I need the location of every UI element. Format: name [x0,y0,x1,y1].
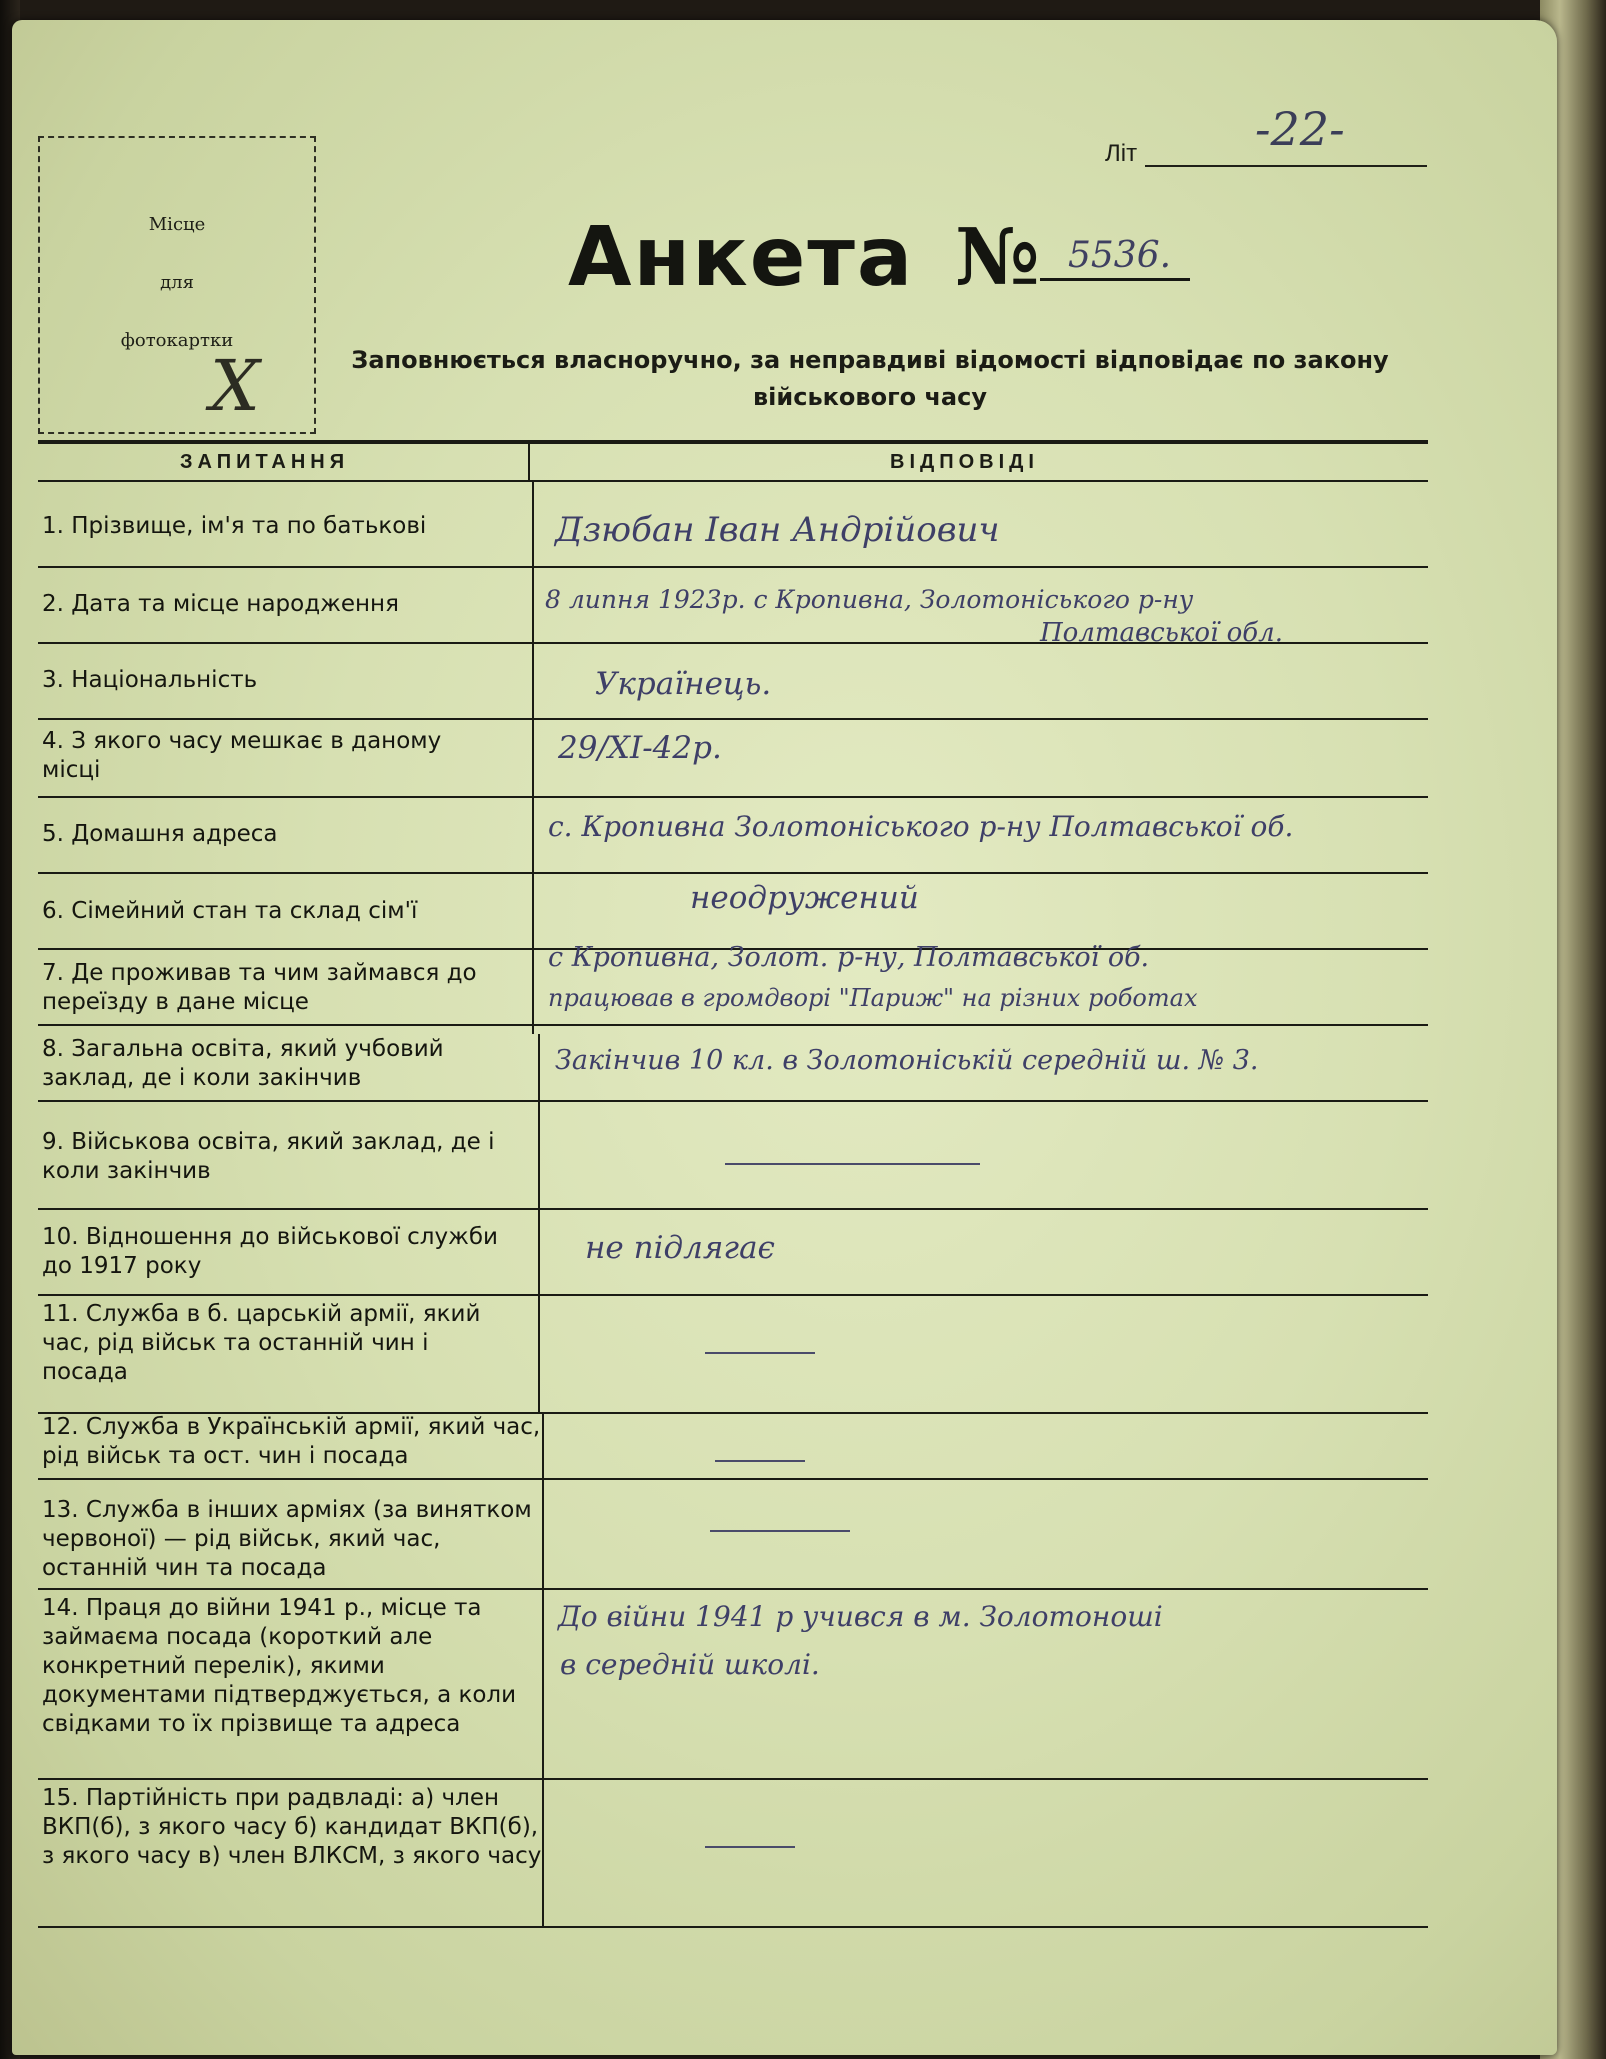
answer-12-dash [715,1460,805,1462]
photo-label-line1: Місце [148,214,206,235]
row-divider [38,1100,1428,1102]
question-11: 11. Служба в б. царській армії, який час, рід військ та останній чин і посада [42,1301,481,1385]
answer-13-dash [710,1530,850,1532]
answer-14-line1: До війни 1941 р учився в м. Золотоноші [558,1600,1163,1633]
photo-label-line3: фотокартки [120,330,234,351]
question-4: 4. З якого часу мешкає в даному місці [42,728,442,783]
answer-14-line2: в середній школі. [560,1648,820,1681]
answer-11-dash [705,1352,815,1354]
column-header-questions: ЗАПИТАННЯ [180,451,350,473]
question-7: 7. Де проживав та чим займався до переїзду в дане місце [42,960,477,1015]
answer-9-dash [725,1163,980,1165]
number-underline [1040,278,1190,281]
column-header-answers: ВІДПОВІДІ [890,451,1039,473]
question-5: 5. Домашня адреса [42,821,278,847]
answer-15-dash [705,1846,795,1848]
answer-3: Українець. [595,666,772,702]
row-divider [38,1294,1428,1296]
answer-2-line2: Полтавської обл. [1040,618,1283,648]
lit-label: Літ [1105,140,1138,167]
header-bottom-border [38,480,1428,482]
photo-placeholder-box [38,136,316,434]
lit-underline [1145,165,1427,167]
answer-5: с. Кропивна Золотоніського р-ну Полтавської об. [548,810,1294,843]
form-number: 5536. [1068,235,1172,276]
form-subtitle [330,342,1410,416]
answer-8: Закінчив 10 кл. в Золотоніській середній ш. № 3. [555,1045,1259,1076]
row-divider [38,1778,1428,1780]
question-13: 13. Служба в інших арміях (за винятком червоної) — рід військ, який час, останній чин та посада [42,1497,532,1581]
row-divider [38,796,1428,798]
question-12: 12. Служба в Українській армії, який час, рід військ та ост. чин і посада [42,1414,541,1469]
question-2: 2. Дата та місце народження [42,591,399,617]
answer-7-line2: працював в громдворі "Париж" на різних роботах [548,984,1198,1012]
question-3: 3. Національність [42,667,258,693]
question-1: 1. Прізвище, ім'я та по батькові [42,513,427,539]
answer-6: неодружений [690,880,919,916]
column-divider [538,1034,540,1414]
row-divider [38,1024,1428,1026]
question-14: 14. Праця до війни 1941 р., місце та займаєма посада (короткий але конкретний перелік), якими документами підтверджується, а коли свідками то їх прізвище та адреса [42,1595,517,1737]
answer-10: не підлягає [585,1230,775,1266]
row-divider [38,872,1428,874]
lit-value: -22- [1255,102,1345,156]
row-divider [38,1588,1428,1590]
column-divider [532,482,534,1034]
table-bottom-border [38,1926,1428,1928]
answer-7-line1: с Кропивна, Золот. р-ну, Полтавської об. [548,942,1150,973]
answer-2-line1: 8 липня 1923р. с Кропивна, Золотоніського р-ну [545,585,1194,614]
question-9: 9. Військова освіта, який заклад, де і коли закінчив [42,1129,495,1184]
table-top-border [38,440,1428,444]
question-8: 8. Загальна освіта, який учбовий заклад, де і коли закінчив [42,1036,444,1091]
photo-cross-mark: X [210,345,260,427]
row-divider [38,718,1428,720]
answer-4: 29/XI-42р. [558,730,722,766]
answer-1: Дзюбан Іван Андрійович [555,510,1000,550]
question-10: 10. Відношення до військової служби до 1917 року [42,1224,498,1279]
header-divider [528,444,530,480]
photo-label-line2: для [160,272,194,293]
subtitle-line1: Заповнюється власноручно, за неправдиві відомості відповідає по закону [351,346,1389,374]
question-15: 15. Партійність при радвладі: а) член ВКП(б), з якого часу б) кандидат ВКП(б), з якого часу в) член ВЛКСМ, з якого часу [42,1785,542,1869]
row-divider [38,1208,1428,1210]
question-6: 6. Сімейний стан та склад сім'ї [42,898,418,924]
subtitle-line2: військового часу [752,383,987,411]
row-divider [38,1478,1428,1480]
number-sign: № [955,212,1040,303]
form-title: Анкета [568,210,915,305]
row-divider [38,566,1428,568]
